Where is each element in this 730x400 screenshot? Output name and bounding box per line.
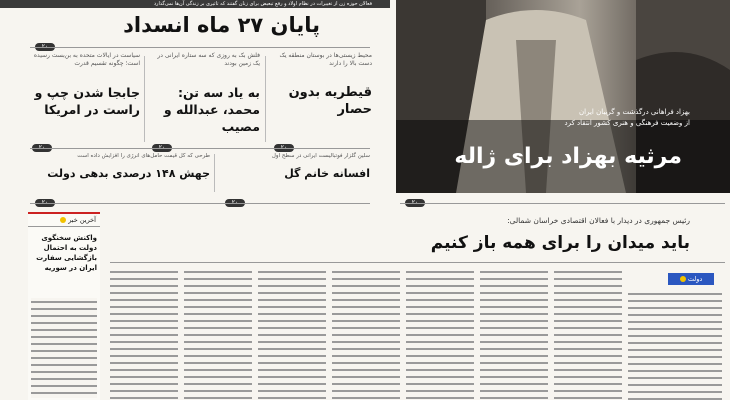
section-label-text: دولت [687,275,703,283]
photo-kicker [450,107,690,129]
divider [110,262,725,263]
item-title: افسانه خانم گل [284,167,370,180]
column-rule [214,154,215,192]
label-dot-icon [680,276,686,282]
divider [30,47,370,48]
top-strip [0,0,390,8]
body-column [184,268,252,400]
item-legend[interactable] [220,152,370,192]
photo-story[interactable] [396,0,730,193]
item-subhead: طرحی که کل قیمت حامل‌های انرژی را افزایش داده است [77,153,210,159]
sidebar-label: آخرین خبر [68,216,96,224]
photo-kicker-line: از وضعیت فرهنگی و هنری کشور انتقاد کرد [564,119,690,127]
photo-title: مرثیه بهزاد برای ژاله [454,144,682,169]
lead-kicker: رئیس جمهوری در دیدار با فعالان اقتصادی خراسان شمالی: [507,216,690,225]
lead-title[interactable]: باید میدان را برای همه باز کنیم [430,233,690,253]
column-rule [265,56,266,142]
article-title: جابجا شدن چپ و راست در امریکا [34,85,140,117]
top-strip-text: فعالان حوزه زن از تغییرات در نظام اولاد و رفع تبعیض برای زنان گفتند که تاثیری بر زندگی آن‌ها نمی‌گذارد [153,1,372,7]
body-column [480,268,548,400]
column-rule [144,56,145,142]
item-title: جهش ۱۴۸ درصدی بدهی دولت [47,167,210,180]
sidebar-text [31,298,97,398]
divider [400,203,725,204]
body-column [110,268,178,400]
body-column [554,268,622,400]
divider [30,148,370,149]
article-title: قیطریه بدون حصار [288,85,372,117]
body-column [258,268,326,400]
photo-kicker-line: بهزاد فراهانی درگذشت و گریبان ایران [579,108,690,116]
section-label [668,273,714,285]
sidebar-header [28,212,100,227]
article-subhead: سیاست در ایالات متحده به بن‌بست رسیده است؛ چگونه تقسیم قدرت [33,52,140,67]
item-subhead: سلین گلزار فوتبالیست ایرانی در سطح اول [271,153,370,159]
article-three[interactable] [150,52,260,137]
divider [30,203,370,204]
article-subhead: فلش بک به روزی که سه ستاره ایرانی در یک زمین بودند [157,52,260,67]
article-subhead: محیط زیستی‌ها در بوستان منطقه یک دست بالا را دارند [279,52,372,67]
body-column [406,268,474,400]
main-headline[interactable]: پایان ۲۷ ماه انسداد [123,13,320,37]
item-jump[interactable] [30,152,210,192]
sidebar-headline[interactable]: واکنش سخنگوی دولت به احتمال بازگشایی سفارت ایران در سوریه [36,234,97,272]
article-ghatreh[interactable] [272,52,372,137]
sidebar [28,212,100,400]
body-column [332,268,400,400]
sidebar-dot-icon [60,217,66,223]
article-title: به یاد سه تن: محمد، عبدالله و مصیب [163,85,260,134]
body-column [628,290,722,400]
article-america[interactable] [30,52,140,137]
